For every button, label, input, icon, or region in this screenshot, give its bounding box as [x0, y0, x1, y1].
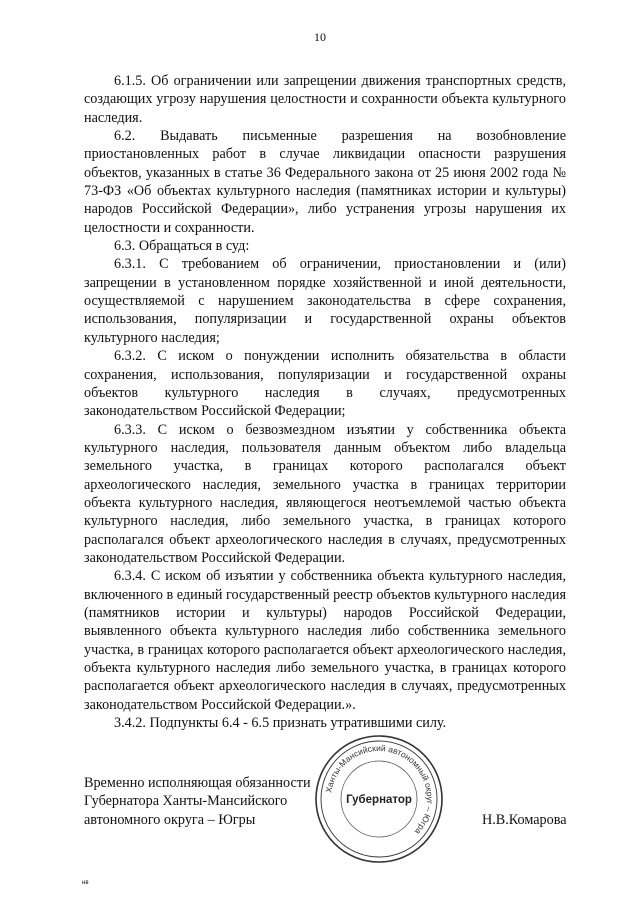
- paragraph-6-3: 6.3. Обращаться в суд:: [114, 238, 250, 255]
- seal-center-text: Губернатор: [346, 794, 412, 806]
- official-seal: [312, 732, 446, 866]
- seal-ring-text: Ханты-Мансийский автономный округ – Югра: [323, 742, 436, 837]
- paragraph-6-2: 6.2. Выдавать письменные разрешения на возобновление приостановленных работ в случае ликвидации опасности разрушения объектов, указанных в статье 36 Федерального закона от 25 июня 2002 года № 73-ФЗ «Об объектах культурного наследия (памятниках истории и культуры) народов Российской Федерации», либо устранения угрозы нарушения их целостности и сохранности.: [84, 128, 566, 236]
- document-body: [84, 72, 566, 732]
- signatory-position: [84, 774, 311, 829]
- paragraph-6-3-2: 6.3.2. С иском о понуждении исполнить обязательства в области сохранения, использования, популяризации и государственной охраны объектов культурного наследия в случаях, предусмотренных законодательством Российской Федерации;: [84, 348, 566, 420]
- paragraph-6-1-5: 6.1.5. Об ограничении или запрещении движения транспортных средств, создающих угрозу нарушения целостности и сохранности объекта культурного наследия.: [84, 73, 566, 126]
- signatory-position-line: автономного округа – Югры: [84, 811, 256, 828]
- signatory-name: Н.В.Комарова: [482, 812, 567, 828]
- paragraph-6-3-1: 6.3.1. С требованием об ограничении, приостановлении и (или) запрещении в установленном порядке хозяйственной и иной деятельности, осуществляемой с нарушением законодательства в сфере сохранения, использования, популяризации и государственной охраны объектов культурного наследия;: [84, 256, 566, 346]
- paragraph-6-3-4: 6.3.4. С иском об изъятии у собственника объекта культурного наследия, включенного в единый государственный реестр объектов культурного наследия (памятников истории и культуры) народов Российской Федерации, выявленного объекта культурного наследия либо собственника земельного участка, в границах которого располагается объект археологического наследия, объекта культурного наследия либо земельного участка, в границах которого располагается объект археологического наследия в случаях, предусмотренных законодательством Российской Федерации.».: [84, 568, 566, 713]
- page-number: 10: [314, 30, 326, 44]
- paragraph-3-4-2: 3.4.2. Подпункты 6.4 - 6.5 признать утратившими силу.: [114, 715, 447, 732]
- paragraph-6-3-3: 6.3.3. С иском о безвозмездном изъятии у собственника объекта культурного наследия, пользователя данным объектом либо владельца земельного участка, в границах которого располагался объект археологического наследия, земельного участка в границах территории объекта культурного наследия, являющегося неотъемлемой частью объекта культурного наследия, либо земельного участка, в границах которого располагался объект археологического наследия в случаях, предусмотренных законодательством Российской Федерации.: [84, 421, 566, 566]
- seal-graphic: [312, 732, 446, 866]
- signatory-position-line: Временно исполняющая обязанности: [84, 775, 311, 791]
- signatory-position-line: Губернатора Ханты-Мансийского: [84, 793, 288, 810]
- executor-code: нв: [82, 880, 89, 886]
